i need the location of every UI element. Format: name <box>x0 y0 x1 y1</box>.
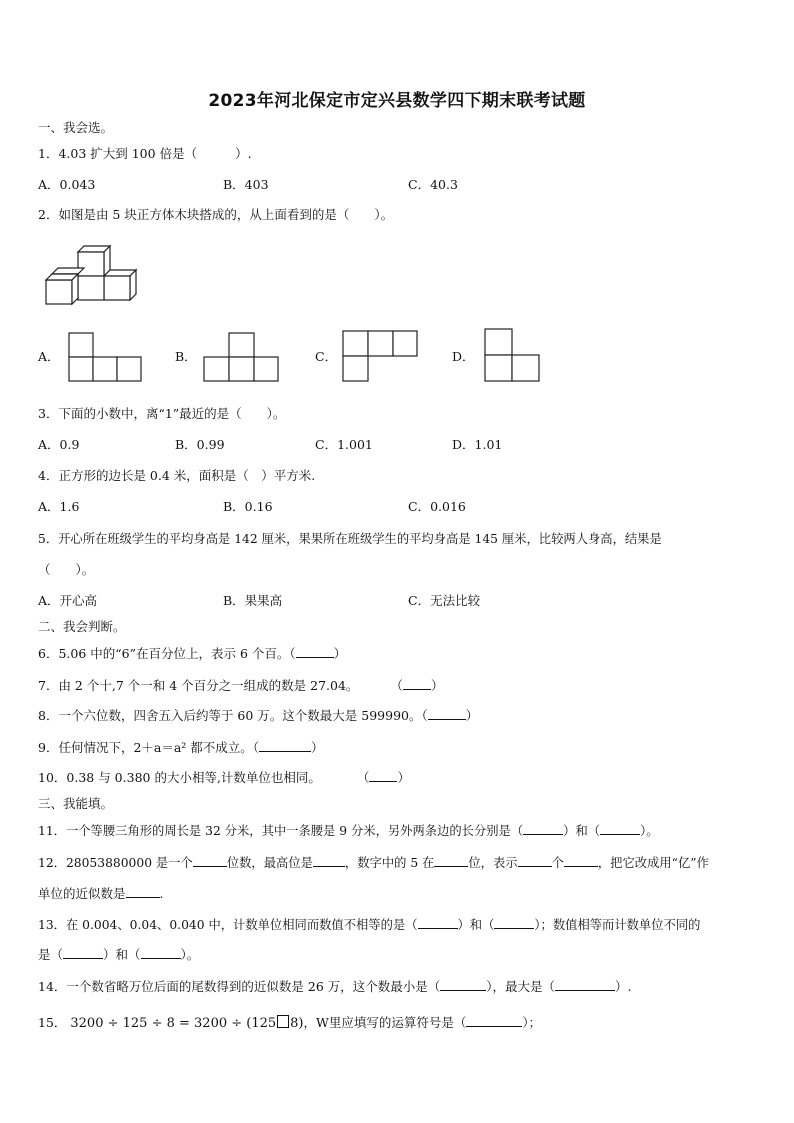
q15-equation-end: 8) <box>290 1016 304 1031</box>
q3-text: 下面的小数中，离“1”最近的是（ ）。 <box>58 406 286 421</box>
q2-option-c-label[interactable]: C． <box>315 349 338 364</box>
q1-text-a: 4.03 扩大到 100 倍是（ <box>58 146 198 161</box>
q13-blank-3[interactable] <box>63 946 103 959</box>
q15-end: ）； <box>522 1015 542 1030</box>
q14-blank-1[interactable] <box>440 978 486 991</box>
q5-option-b[interactable]: B．果果高 <box>223 593 283 608</box>
q4-option-b[interactable]: B．0.16 <box>223 499 273 514</box>
q10-number: 10． <box>38 770 67 785</box>
q1-option-c[interactable]: C．40.3 <box>408 177 458 192</box>
q14-blank-2[interactable] <box>555 978 615 991</box>
q12-part-3: ，数字中的 5 在 <box>344 856 435 870</box>
q13-blank-2[interactable] <box>494 916 534 929</box>
top-view-option-a[interactable] <box>68 332 142 382</box>
question-11 <box>38 822 659 839</box>
q13-blank-4[interactable] <box>141 946 181 959</box>
q5-text: 开心所在班级学生的平均身高是 142 厘米，果果所在班级学生的平均身高是 145 厘米，比较两人身高，结果是 <box>58 532 662 546</box>
q7-text: 由 2 个十,7 个一和 4 个百分之一组成的数是 27.04。 <box>58 678 359 693</box>
q11-number: 11． <box>38 824 66 838</box>
question-13 <box>38 916 700 933</box>
q5-number: 5． <box>38 532 59 546</box>
q8-text: 一个六位数，四舍五入后约等于 60 万。这个数最大是 599990。（ <box>58 708 428 723</box>
question-7 <box>38 677 443 694</box>
q13-line-2 <box>38 946 199 963</box>
question-8 <box>38 707 478 724</box>
q6-answer-blank[interactable] <box>296 645 334 658</box>
q1-number: 1． <box>38 146 59 161</box>
q13-line2-c: ）。 <box>180 947 200 962</box>
top-view-option-d[interactable] <box>484 328 540 382</box>
q6-number: 6． <box>38 646 59 661</box>
q12-part-4: 位，表示 <box>468 856 518 870</box>
q10-answer-blank[interactable] <box>369 769 397 782</box>
q11-answer-blank-1[interactable] <box>523 822 563 835</box>
q8-answer-blank[interactable] <box>428 707 466 720</box>
q11-mid: ）和（ <box>563 824 601 838</box>
q11-end: ）。 <box>640 824 659 838</box>
q5-option-a[interactable]: A．开心高 <box>38 593 98 608</box>
q7-end: ） <box>430 678 444 693</box>
q14-number: 14． <box>38 979 67 994</box>
q12-blank-3[interactable] <box>434 854 468 867</box>
q5-option-c[interactable]: C．无法比较 <box>408 593 481 608</box>
q4-text: 正方形的边长是 0.4 米，面积是（ ）平方米. <box>58 468 316 483</box>
q10-open: （ <box>356 770 370 785</box>
section-3-heading: 三、我能填。 <box>38 796 114 811</box>
q12-blank-1[interactable] <box>193 854 227 867</box>
q12-line2-end: . <box>159 886 164 901</box>
top-view-option-b[interactable] <box>203 332 279 382</box>
q15-blank[interactable] <box>466 1014 522 1027</box>
q9-number: 9． <box>38 740 59 755</box>
q2-option-d-label[interactable]: D． <box>452 349 475 364</box>
q14-mid: ），最大是（ <box>486 979 556 994</box>
q1-option-a[interactable]: A．0.043 <box>38 177 96 192</box>
q9-answer-blank[interactable] <box>259 739 311 752</box>
section-2-heading: 二、我会判断。 <box>38 619 126 634</box>
q13-mid2: ）；数值相等而计数单位不同的 <box>534 918 701 932</box>
question-12 <box>38 854 709 871</box>
q13-mid: ）和（ <box>457 918 495 932</box>
question-1 <box>38 146 252 162</box>
q3-number: 3． <box>38 406 59 421</box>
q14-end: ）. <box>615 979 632 994</box>
q3-option-b[interactable]: B．0.99 <box>175 437 225 452</box>
q8-end: ） <box>465 708 479 723</box>
q12-part-1: 28053880000 是一个 <box>65 856 193 870</box>
q13-number: 13． <box>38 918 66 932</box>
q10-text: 0.38 与 0.380 的大小相等,计数单位也相同。 <box>66 770 321 785</box>
q11-answer-blank-2[interactable] <box>600 822 640 835</box>
q4-number: 4． <box>38 468 59 483</box>
q9-text: 任何情况下，2＋a＝a² 都不成立。（ <box>58 740 260 755</box>
q7-answer-blank[interactable] <box>403 677 431 690</box>
q3-option-c[interactable]: C．1.001 <box>315 437 373 452</box>
q10-end: ） <box>397 770 410 785</box>
stacked-cubes-figure <box>44 242 140 308</box>
q6-text: 5.06 中的“6”在百分位上，表示 6 个百。（ <box>58 646 296 661</box>
q2-number: 2． <box>38 207 59 222</box>
top-view-option-c[interactable] <box>342 330 418 382</box>
q15-text: ，W里应填写的运算符号是（ <box>303 1015 467 1030</box>
q12-number: 12． <box>38 856 66 870</box>
q3-option-d[interactable]: D．1.01 <box>452 437 503 452</box>
q4-option-c[interactable]: C．0.016 <box>408 499 466 514</box>
q13-blank-1[interactable] <box>418 916 458 929</box>
question-4 <box>38 468 315 484</box>
q6-end: ） <box>333 646 347 661</box>
q8-number: 8． <box>38 708 59 723</box>
q2-option-b-label[interactable]: B． <box>175 349 197 364</box>
q4-option-a[interactable]: A．1.6 <box>38 499 80 514</box>
question-2 <box>38 207 393 223</box>
question-10 <box>38 769 410 786</box>
q12-blank-2[interactable] <box>313 854 345 867</box>
q7-open: （ <box>390 678 403 693</box>
q1-option-b[interactable]: B．403 <box>223 177 269 192</box>
page-title: 2023年河北保定市定兴县数学四下期末联考试题 <box>208 91 586 111</box>
q15-number: 15． <box>38 1015 67 1030</box>
q12-part-6: ，把它改成用“亿”作 <box>597 856 709 870</box>
question-3 <box>38 406 285 422</box>
question-9 <box>38 739 324 756</box>
operator-box[interactable] <box>277 1015 289 1028</box>
q2-option-a-label[interactable]: A． <box>38 349 60 364</box>
q12-line-2 <box>38 885 164 902</box>
q12-line2-text: 单位的近似数是 <box>38 886 126 901</box>
question-5 <box>38 531 662 547</box>
section-1-heading: 一、我会选。 <box>38 120 114 135</box>
q15-equation: 3200 ÷ 125 ÷ 8 = 3200 ÷ (125 <box>70 1016 277 1031</box>
q14-text: 一个数省略万位后面的尾数得到的近似数是 26 万，这个数最小是（ <box>66 979 441 994</box>
q12-blank-6[interactable] <box>126 885 160 898</box>
q11-text: 一个等腰三角形的周长是 32 分米，其中一条腰是 9 分米，另外两条边的长分别是（ <box>65 824 524 838</box>
q12-blank-4[interactable] <box>518 854 552 867</box>
q12-part-5: 个 <box>551 856 564 870</box>
q5-text-line2: （ ）。 <box>38 562 95 577</box>
q2-text: 如图是由 5 块正方体木块搭成的，从上面看到的是（ ）。 <box>58 207 394 222</box>
q13-text: 在 0.004、0.04、0.040 中，计数单位相同而数值不相等的是（ <box>65 918 418 932</box>
question-15 <box>38 1014 541 1032</box>
q3-option-a[interactable]: A．0.9 <box>38 437 80 452</box>
q13-line2-a: 是（ <box>38 947 64 962</box>
q7-number: 7． <box>38 678 59 693</box>
question-14 <box>38 978 632 995</box>
question-6 <box>38 645 346 662</box>
q12-blank-5[interactable] <box>564 854 598 867</box>
q1-text-b: ）. <box>235 146 252 161</box>
q12-part-2: 位数，最高位是 <box>226 856 313 870</box>
q13-line2-b: ）和（ <box>103 947 141 962</box>
q9-end: ） <box>311 740 324 755</box>
